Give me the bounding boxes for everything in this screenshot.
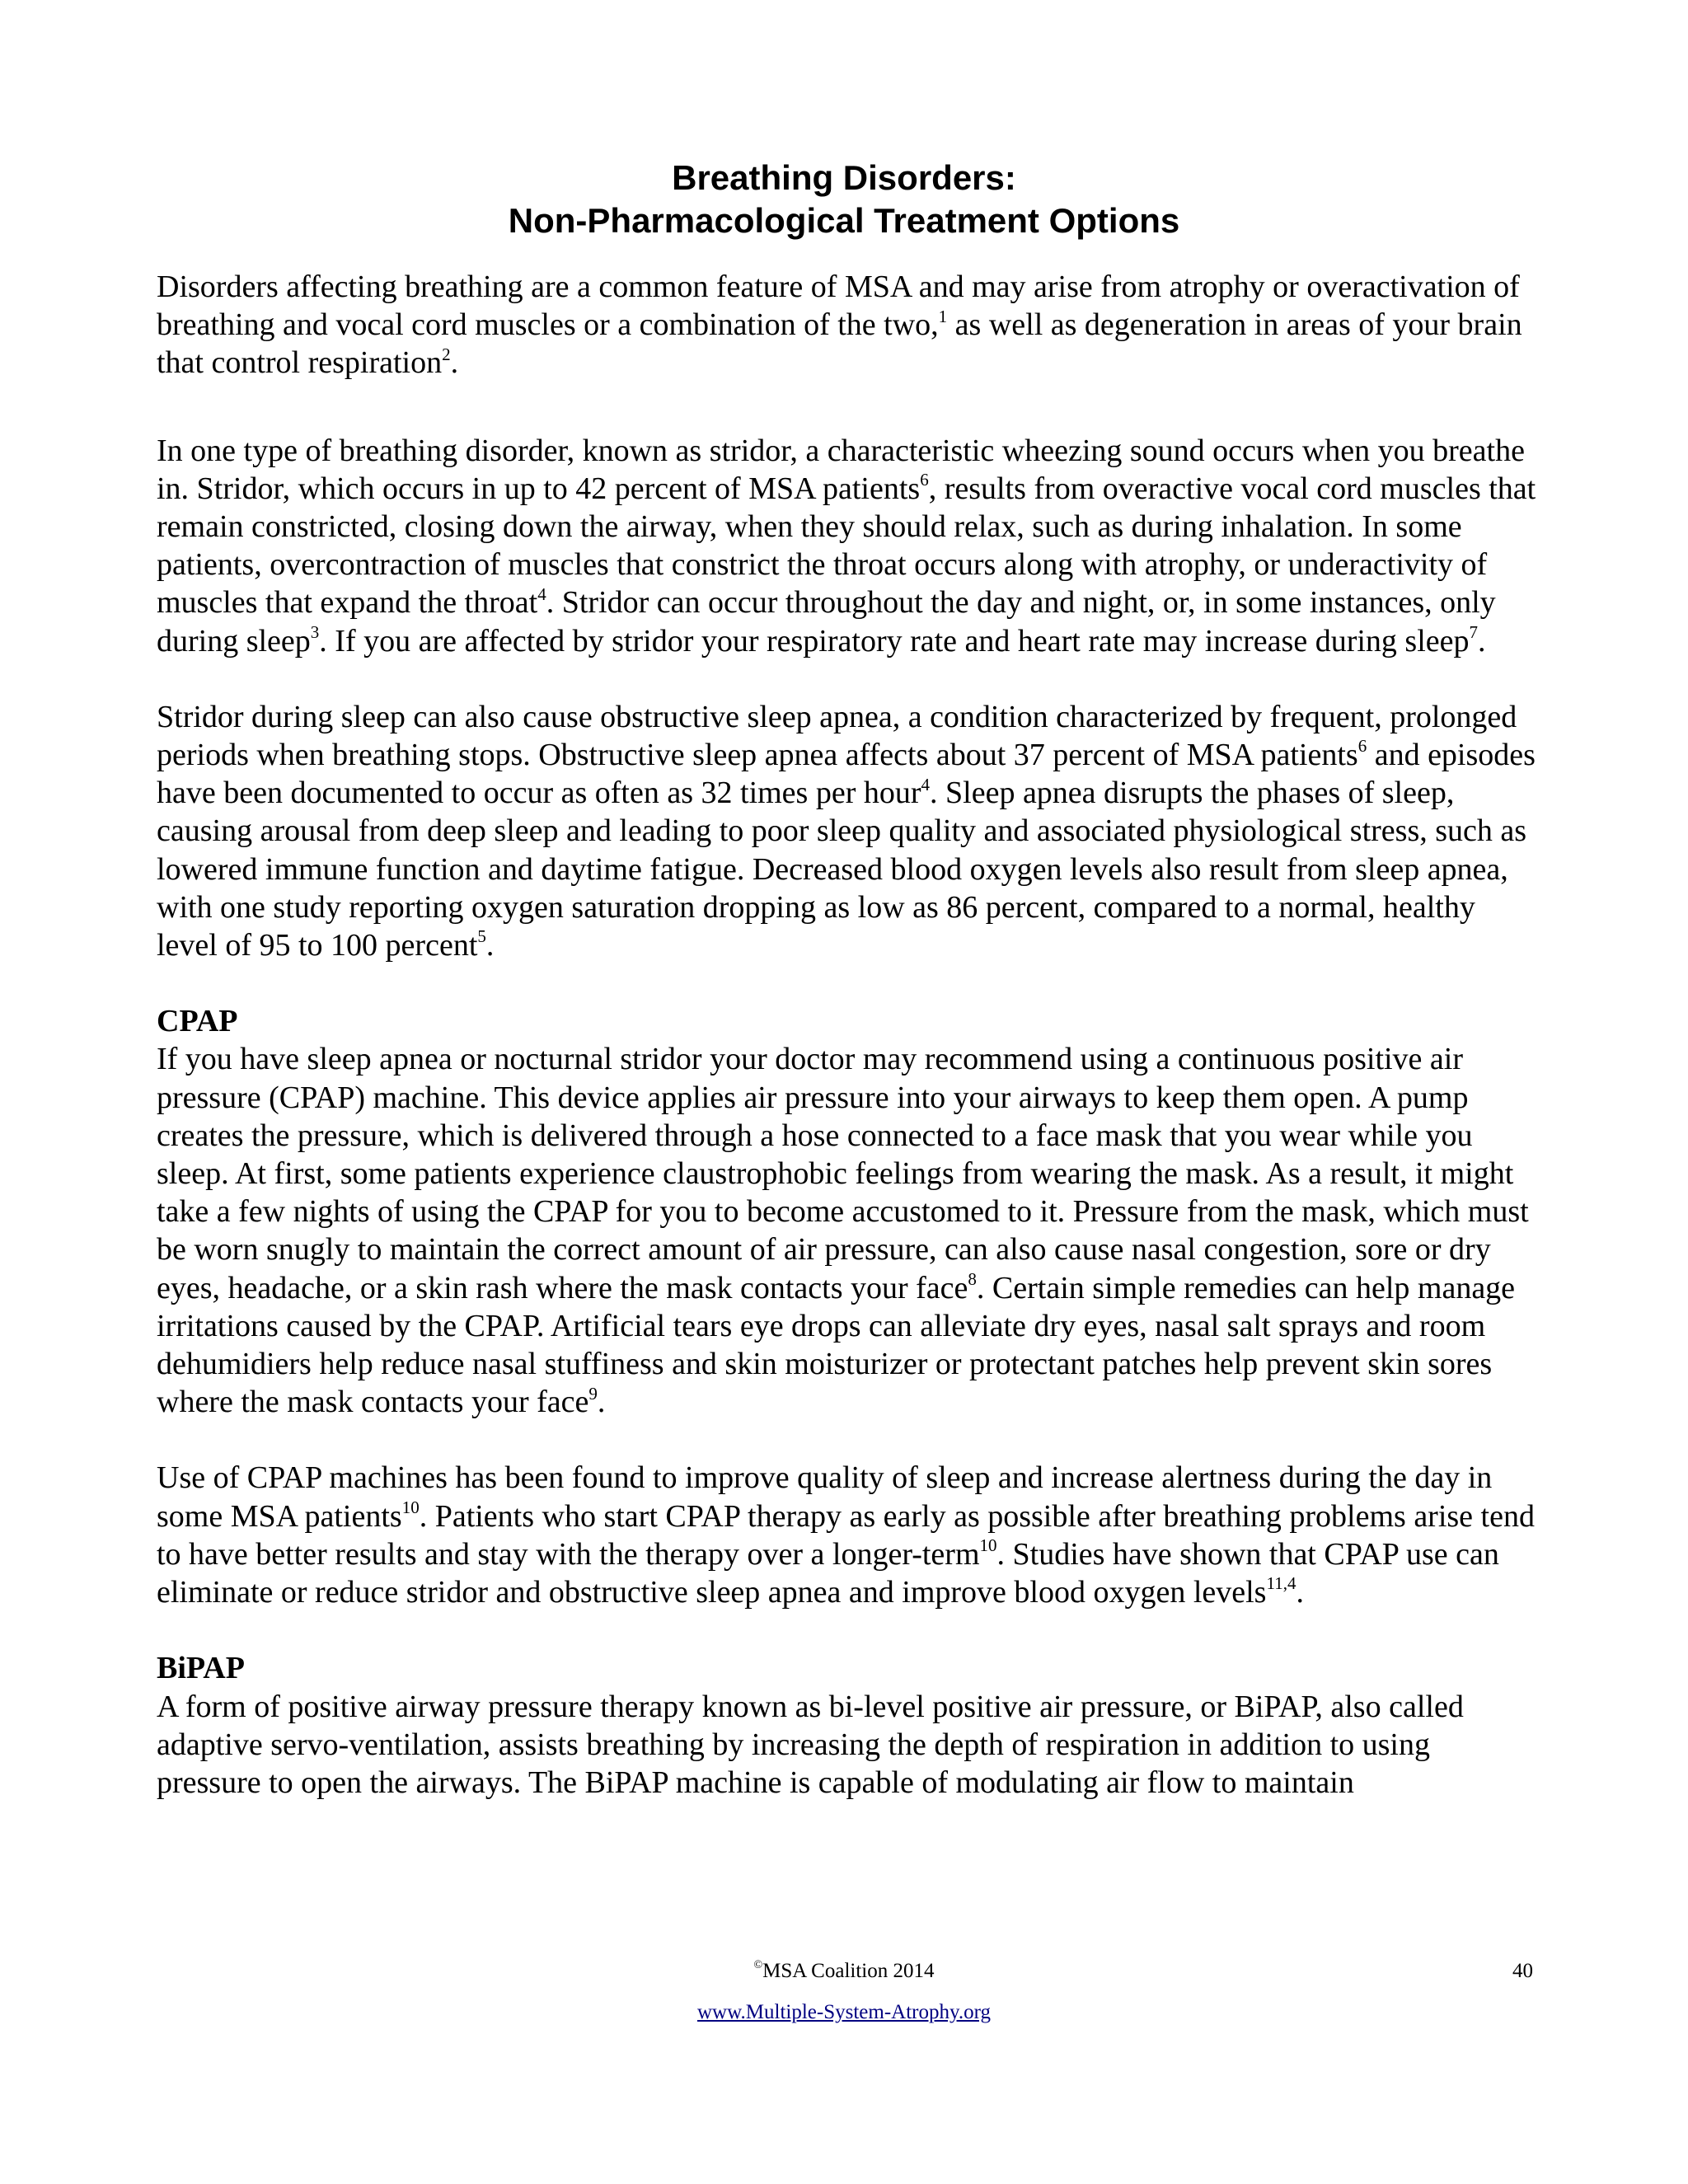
- title-line-2: Non-Pharmacological Treatment Options: [508, 201, 1180, 240]
- website-link[interactable]: www.Multiple-System-Atrophy.org: [697, 2001, 991, 2023]
- paragraph-spacer: [157, 964, 1541, 1002]
- text-run: Disorders affecting breathing are a common feature of MSA and may arise from atrophy or overactivation of breathing and vocal cord muscles or a combination of the two,: [157, 269, 1520, 343]
- bipap-heading: BiPAP: [157, 1651, 245, 1686]
- text-run: . Studies have shown that CPAP use can eliminate or reduce stridor and obstructive sleep apnea and improve blood oxygen levels: [157, 1536, 1499, 1610]
- paragraph-spacer: [157, 382, 1541, 432]
- footnote-ref: 1: [938, 306, 948, 326]
- title-line-1: Breathing Disorders:: [672, 158, 1016, 197]
- footnote-ref: 10: [401, 1497, 420, 1518]
- text-run: Stridor during sleep can also cause obstructive sleep apnea, a condition characterized by frequent, prolonged periods when breathing stops. Obstructive sleep apnea affects about 37 percent of MSA patients: [157, 699, 1517, 773]
- footnote-ref: 6: [920, 470, 929, 490]
- footnote-ref: 6: [1357, 736, 1367, 757]
- footnote-ref: 3: [310, 621, 320, 642]
- intro-paragraph-2: [157, 432, 1541, 660]
- footnote-ref: 5: [477, 926, 486, 947]
- text-run: as well as degeneration in areas of your brain that control respiration: [157, 307, 1522, 381]
- text-run: .: [450, 345, 459, 381]
- text-run: . Patients who start CPAP therapy as early as possible after breathing problems arise tend to have better results and stay with the therapy over a longer-term: [157, 1498, 1535, 1572]
- copyright-text: MSA Coalition 2014: [762, 1960, 935, 1982]
- intro-paragraph-1: [157, 268, 1541, 382]
- text-run: In one type of breathing disorder, known as stridor, a characteristic wheezing sound occurs when you breathe in. Stridor, which occurs in up to 42 percent of MSA patients: [157, 433, 1525, 506]
- page-number: 40: [1512, 1960, 1533, 1982]
- page-title: [0, 157, 1688, 242]
- paragraph-spacer: [157, 1421, 1541, 1459]
- text-run: .: [597, 1385, 606, 1420]
- text-run: .: [1477, 623, 1486, 658]
- footnote-ref: 4: [921, 774, 931, 794]
- text-run: .: [485, 928, 495, 963]
- footnote-ref: 9: [588, 1383, 598, 1404]
- footnote-ref: 10: [979, 1535, 997, 1556]
- paragraph-spacer: [157, 660, 1541, 698]
- footnote-ref: 7: [1469, 621, 1478, 642]
- cpap-heading: CPAP: [157, 1004, 238, 1039]
- bipap-paragraph-1: A form of positive airway pressure therapy known as bi-level positive air pressure, or BiPAP, also called adaptive servo-ventilation, assists breathing by increasing the depth of respiration in addition to using pressure to open the airways. The BiPAP machine is capable of modulating air flow to maintain: [157, 1689, 1464, 1800]
- intro-paragraph-3: [157, 698, 1541, 964]
- text-run: .: [1296, 1575, 1304, 1610]
- cpap-paragraph-1: [157, 1040, 1541, 1421]
- footnote-ref: 4: [537, 583, 546, 604]
- document-body: [157, 268, 1541, 1802]
- text-run: If you have sleep apnea or nocturnal stridor your doctor may recommend using a continuous positive air pressure (CPAP) machine. This device applies air pressure into your airways to keep them open. A pump creates the pressure, which is delivered through a hose connected to a face mask that you wear while you sleep. At first, some patients experience claustrophobic feelings from wearing the mask. As a result, it might take a few nights of using the CPAP for you to become accustomed to it. Pressure from the mask, which must be worn snugly to maintain the correct amount of air pressure, can also cause nasal congestion, sore or dry eyes, headache, or a skin rash where the mask contacts your face: [157, 1042, 1529, 1305]
- text-run: and episodes have been documented to occur as often as 32 times per hour: [157, 738, 1536, 811]
- copyright-symbol: ©: [753, 1958, 763, 1971]
- cpap-paragraph-2: [157, 1459, 1541, 1611]
- footnote-ref: 11,4: [1266, 1573, 1296, 1594]
- footnote-ref: 2: [442, 344, 451, 364]
- footnote-ref: 8: [968, 1269, 977, 1290]
- paragraph-spacer: [157, 1611, 1541, 1649]
- footer-website: [0, 2001, 1688, 2024]
- text-run: . Stridor can occur throughout the day and night, or, in some instances, only during sleep: [157, 585, 1496, 658]
- text-run: . If you are affected by stridor your respiratory rate and heart rate may increase during sleep: [319, 623, 1470, 658]
- text-run: , results from overactive vocal cord muscles that remain constricted, closing down the airway, when they should relax, such as during inhalation. In some patients, overcontraction of muscles that constrict the throat occurs along with atrophy, or underactivity of muscles that expand the throat: [157, 471, 1536, 621]
- text-run: . Certain simple remedies can help manage irritations caused by the CPAP. Artificial tears eye drops can alleviate dry eyes, nasal salt sprays and room dehumidiers help reduce nasal stuffiness and skin moisturizer or protectant patches help prevent skin sores where the mask contacts your face: [157, 1270, 1516, 1420]
- text-run: Use of CPAP machines has been found to improve quality of sleep and increase alertness during the day in some MSA patients: [157, 1460, 1493, 1534]
- footer-copyright: [0, 1960, 1688, 1983]
- text-run: . Sleep apnea disrupts the phases of sleep, causing arousal from deep sleep and leading to poor sleep quality and associated physiological stress, such as lowered immune function and daytime fatigue. Decreased blood oxygen levels also result from sleep apnea, with one study reporting oxygen saturation dropping as low as 86 percent, compared to a normal, healthy level of 95 to 100 percent: [157, 776, 1527, 963]
